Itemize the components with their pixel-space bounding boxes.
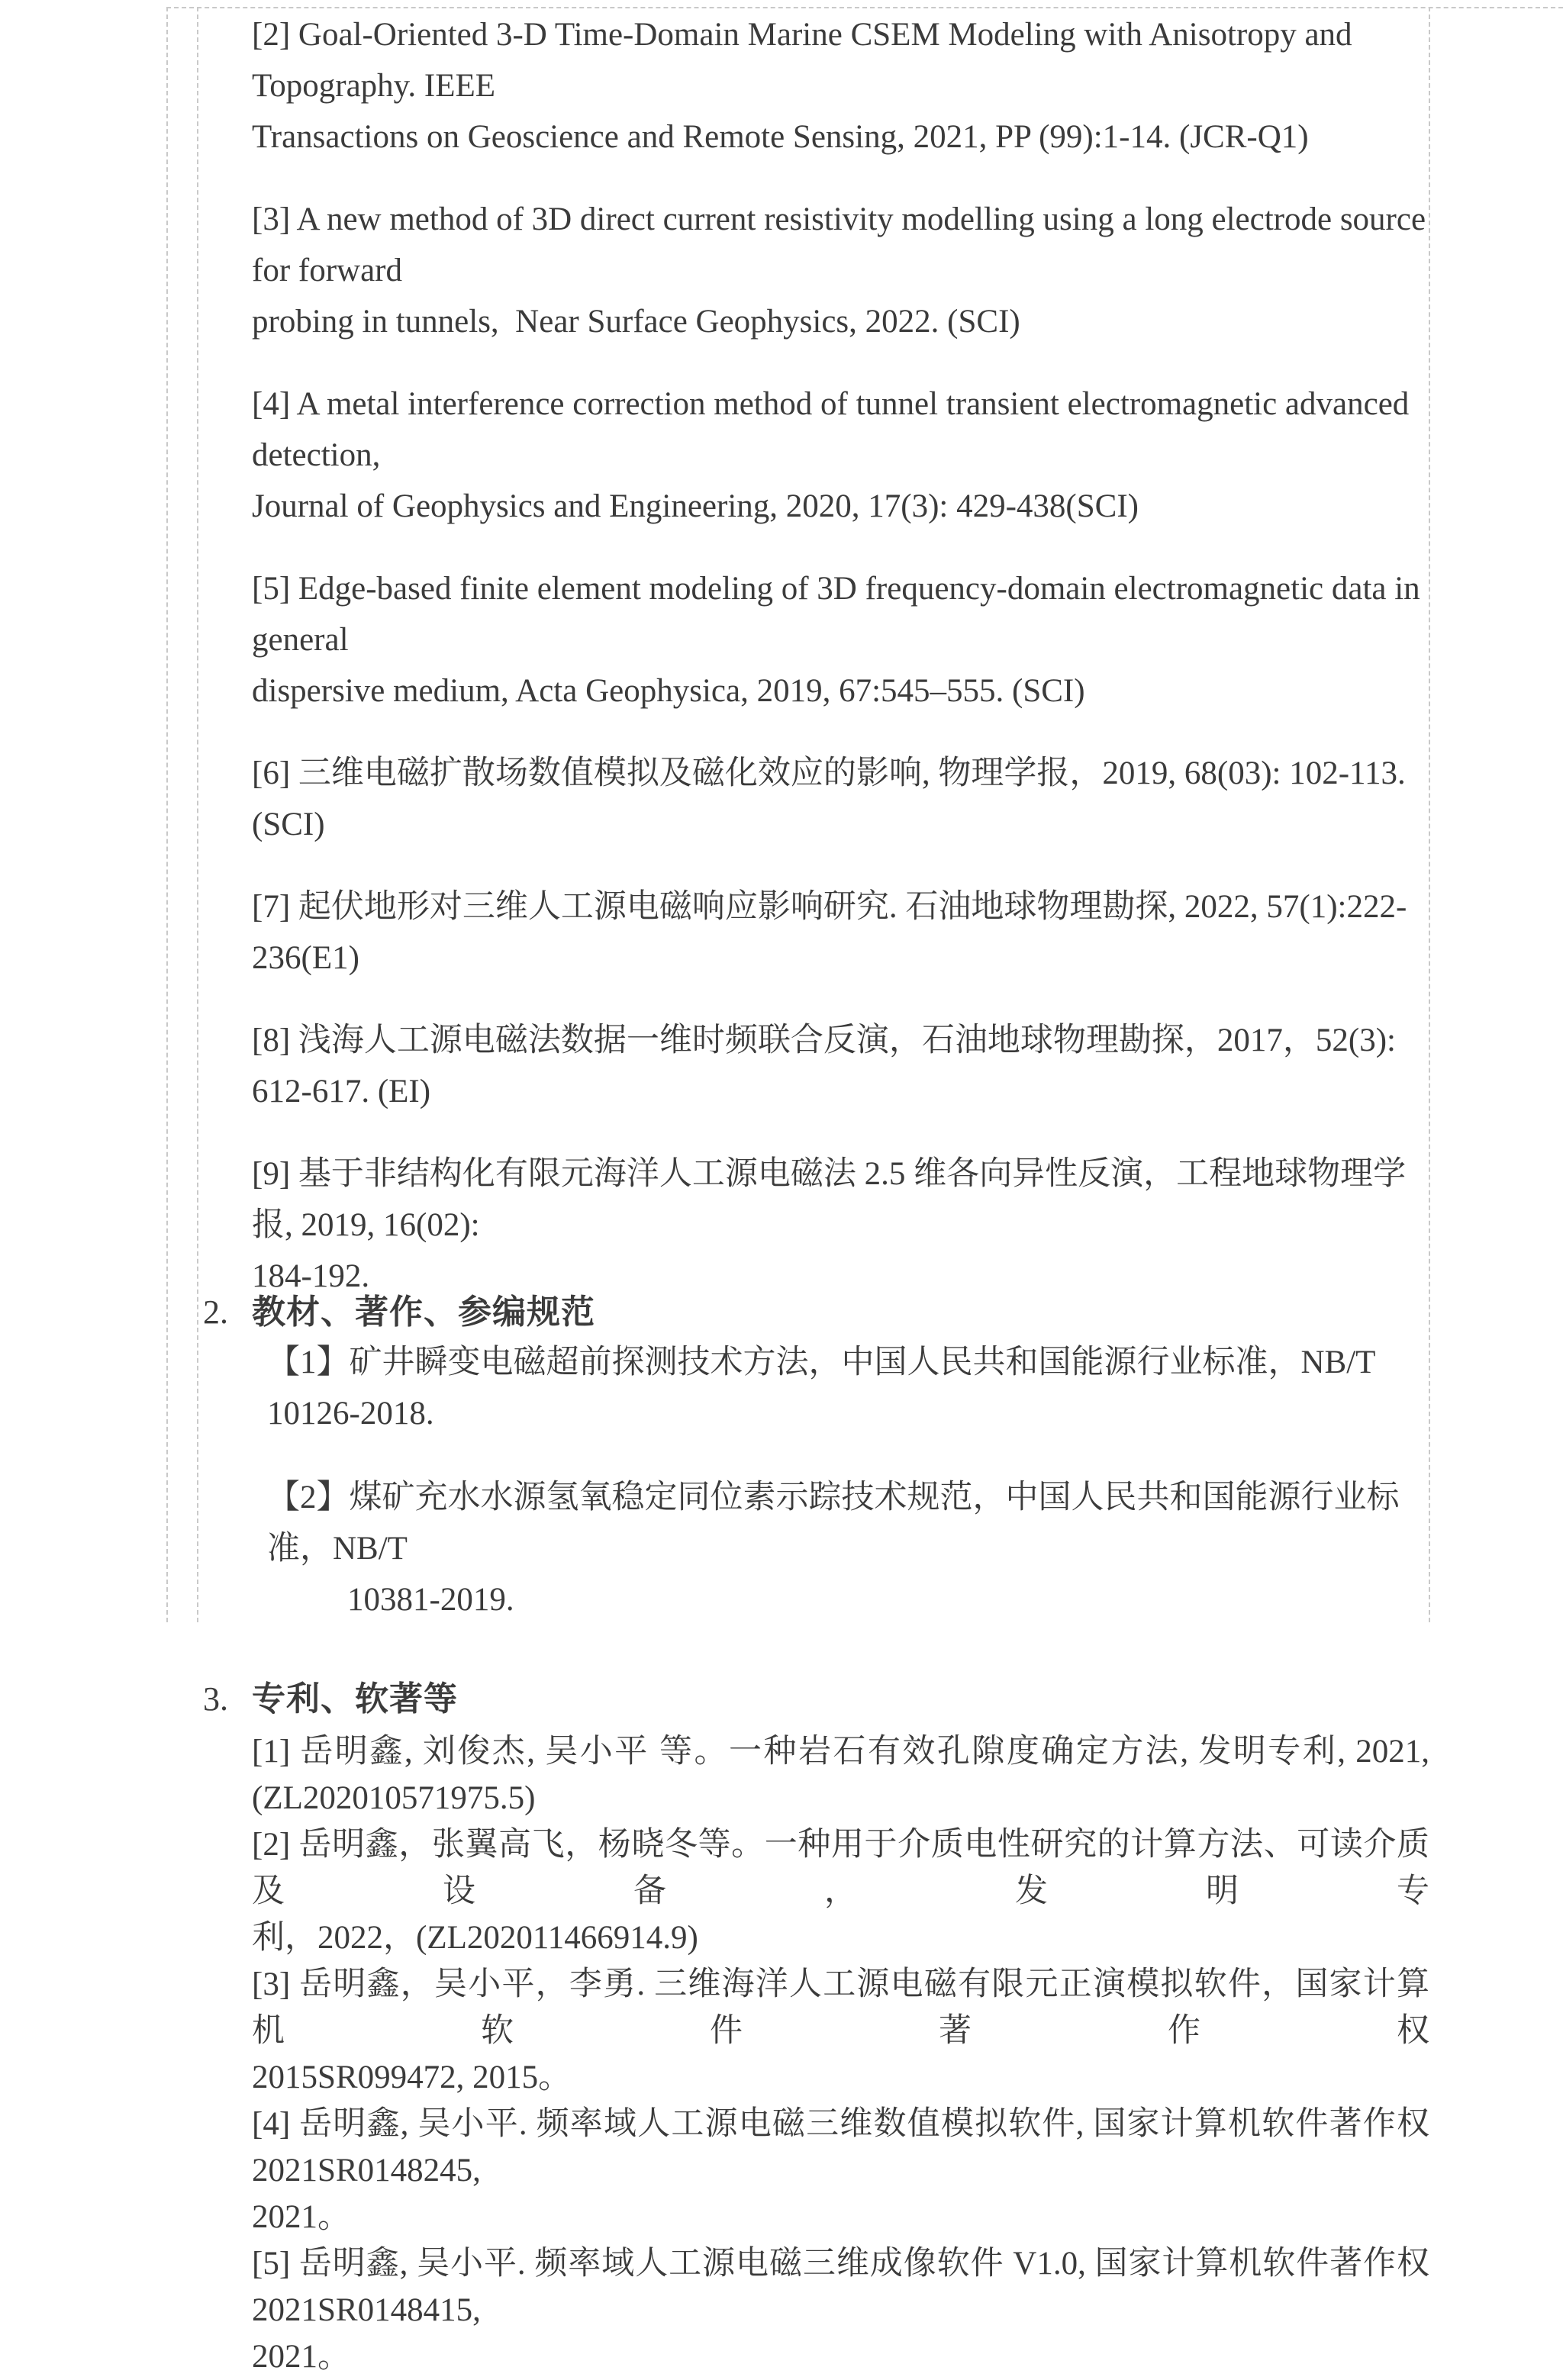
patent-item-1 [252, 1728, 1438, 1821]
publication-ref-3 [252, 194, 1434, 347]
patent-item-4 [252, 2101, 1438, 2240]
section-heading-textbooks [203, 1290, 1429, 1335]
text-line: [5] 岳明鑫, 吴小平. 频率域人工源电磁三维成像软件 V1.0, 国家计算机软件著作权 2021SR0148415, [252, 2246, 1438, 2328]
patent-item-5 [252, 2240, 1438, 2380]
publication-ref-6 [252, 748, 1429, 850]
section-number: 2. [203, 1293, 228, 1331]
table-gridline-left-inner [197, 7, 198, 1622]
patent-item-2 [252, 1821, 1429, 1961]
text-line: Journal of Geophysics and Engineering, 2020, 17(3): 429-438(SCI) [252, 488, 1139, 524]
patent-item-3 [252, 1961, 1429, 2101]
publications-list [252, 9, 1434, 1302]
section-number: 3. [203, 1680, 228, 1718]
text-line: 2021。 [252, 2199, 350, 2235]
text-line: [4] A metal interference correction method of tunnel transient electromagnetic advanced detection, [252, 386, 1418, 473]
table-gridline-left-outer [166, 7, 168, 1622]
publication-ref-7 [252, 881, 1429, 984]
text-line: [8] 浅海人工源电磁法数据一维时频联合反演，石油地球物理勘探，2017，52(3): 612-617. (EI) [252, 1023, 1404, 1109]
document-content [203, 9, 1438, 2380]
text-line: 2021。 [252, 2339, 350, 2375]
standard-item-2 [267, 1472, 1429, 1625]
table-gridline-top [166, 7, 1563, 8]
text-line: 【1】矿井瞬变电磁超前探测技术方法，中国人民共和国能源行业标准，NB/T 10126-2018. [267, 1345, 1384, 1432]
text-line: [2] 岳明鑫，张翼高飞，杨晓冬等。一种用于介质电性研究的计算方法、可读介质及设备，发明专 [252, 1827, 1429, 1909]
standard-item-1 [267, 1337, 1429, 1439]
section-title: 专利、软著等 [252, 1680, 458, 1718]
publication-ref-4 [252, 378, 1429, 532]
text-line: [4] 岳明鑫, 吴小平. 频率域人工源电磁三维数值模拟软件, 国家计算机软件著作权 2021SR0148245, [252, 2106, 1438, 2188]
text-line: 10381-2019. [347, 1582, 514, 1618]
text-line: 184-192. [252, 1258, 370, 1294]
publication-ref-5 [252, 563, 1429, 717]
publication-ref-9 [252, 1148, 1429, 1302]
text-line: [9] 基于非结构化有限元海洋人工源电磁法 2.5 维各向异性反演，工程地球物理学报, 2019, 16(02): [252, 1156, 1407, 1243]
publication-ref-2 [252, 9, 1429, 163]
publication-ref-8 [252, 1015, 1429, 1117]
standards-list [252, 1337, 1429, 1625]
text-line: 【2】煤矿充水水源氢氧稳定同位素示踪技术规范，中国人民共和国能源行业标准，NB/T [267, 1480, 1400, 1567]
text-line: [2] Goal-Oriented 3-D Time-Domain Marine CSEM Modeling with Anisotropy and Topography. IEEE [252, 17, 1360, 104]
text-line: [3] 岳明鑫，吴小平，李勇. 三维海洋人工源电磁有限元正演模拟软件，国家计算机软件著作权 [252, 1966, 1429, 2049]
text-line: [5] Edge-based finite element modeling of 3D frequency-domain electromagnetic data in general [252, 571, 1429, 658]
patents-list [252, 1728, 1438, 2380]
text-line: [1] 岳明鑫, 刘俊杰, 吴小平 等。一种岩石有效孔隙度确定方法, 发明专利, 2021, (ZL202010571975.5) [252, 1734, 1438, 1816]
text-line: 利，2022，(ZL202011466914.9) [252, 1920, 698, 1956]
section-title: 教材、著作、参编规范 [252, 1293, 595, 1331]
text-line: [3] A new method of 3D direct current resistivity modelling using a long electrode source for forward [252, 201, 1434, 288]
text-line: dispersive medium, Acta Geophysica, 2019, 67:545–555. (SCI) [252, 673, 1085, 709]
text-line: probing in tunnels, Near Surface Geophysics, 2022. (SCI) [252, 304, 1020, 340]
text-line: [6] 三维电磁扩散场数值模拟及磁化效应的影响, 物理学报，2019, 68(03): 102-113. (SCI) [252, 755, 1414, 842]
section-heading-patents [203, 1676, 1429, 1722]
text-line: 2015SR099472, 2015。 [252, 2060, 572, 2095]
text-line: [7] 起伏地形对三维人工源电磁响应影响研究. 石油地球物理勘探, 2022, 57(1):222-236(E1) [252, 889, 1407, 976]
text-line: Transactions on Geoscience and Remote Sensing, 2021, PP (99):1-14. (JCR-Q1) [252, 119, 1309, 155]
